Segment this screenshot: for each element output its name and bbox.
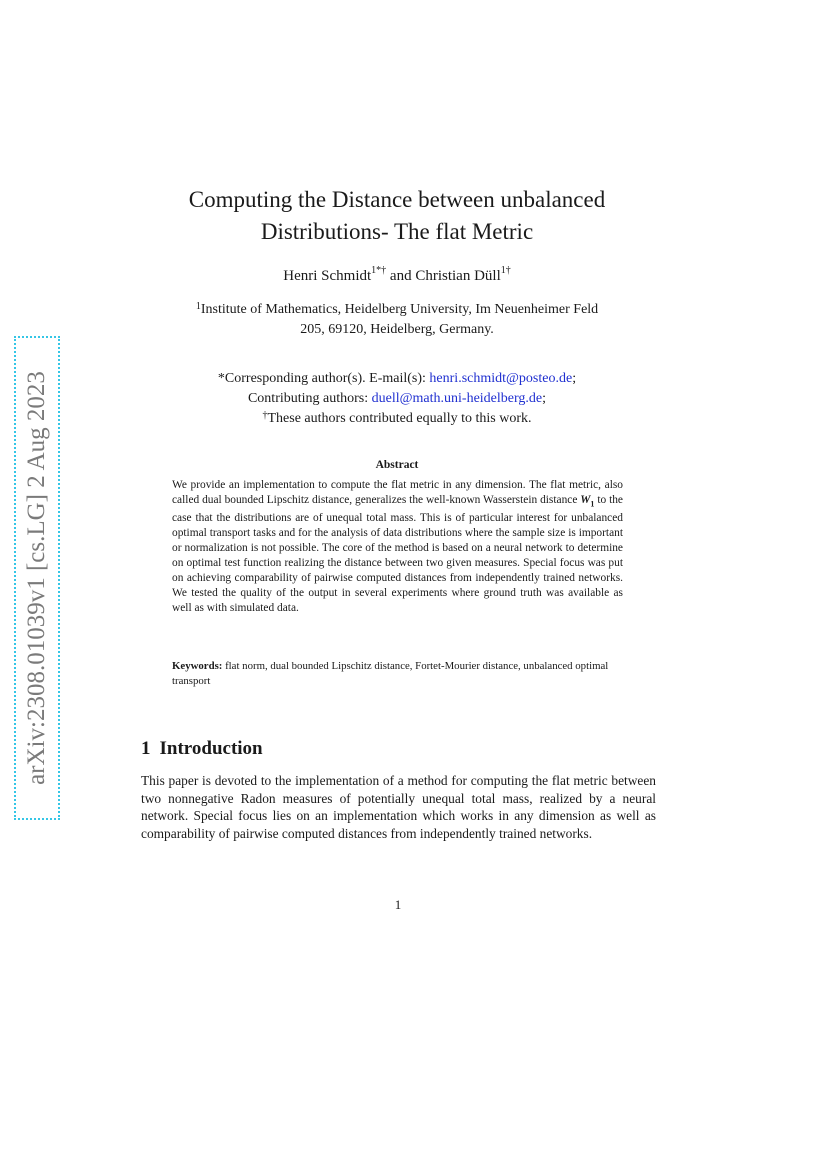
dagger-mark: † xyxy=(262,410,268,421)
section-number: 1 xyxy=(141,738,151,759)
punctuation: ; xyxy=(572,371,577,386)
title-line-2: Distributions- The flat Metric xyxy=(260,219,534,244)
arxiv-stamp xyxy=(14,336,60,820)
introduction-paragraph: This paper is devoted to the implementation of a method for computing the flat metric between two nonnegative Radon measures of potentially unequal total mass, realized by a neural network. Special focus lies on an implementation which works in any dimension as well as comparability of pairwise computed distances from independently trained networks. xyxy=(141,773,656,841)
corresponding-author-label: *Corresponding author(s). E-mail(s): xyxy=(217,371,430,386)
correspondence-block xyxy=(120,369,674,429)
corresponding-email-link[interactable]: henri.schmidt@posteo.de xyxy=(429,371,573,386)
author-name: Christian Düll xyxy=(415,268,501,284)
paper-title xyxy=(120,184,674,248)
title-line-1: Computing the Distance between unbalanced xyxy=(188,187,606,212)
contributing-email-link[interactable]: duell@math.uni-heidelberg.de xyxy=(371,391,543,406)
keywords-text: flat norm, dual bounded Lipschitz distance, Fortet-Mourier distance, unbalanced optimal transport xyxy=(172,660,609,687)
equal-contribution-text: These authors contributed equally to this work. xyxy=(267,411,532,426)
abstract-text xyxy=(172,478,623,616)
affiliation-line-1: Institute of Mathematics, Heidelberg University, Im Neuenheimer Feld xyxy=(200,302,599,317)
page-number: 1 xyxy=(394,897,402,912)
equal-contribution-note xyxy=(120,409,674,429)
abstract-heading: Abstract xyxy=(375,459,419,471)
affiliation-line-2: 205, 69120, Heidelberg, Germany. xyxy=(300,322,494,337)
author-affiliation-mark: 1*† xyxy=(371,265,387,276)
contributing-authors-line xyxy=(120,389,674,409)
keywords xyxy=(172,659,623,689)
abstract-part-2: to the case that the distributions are of unequal total mass. This is of particular interest for unbalanced optimal transport tasks and for the analysis of data distributions where the sample size is important or normalization is not possible. The core of the method is based on a neural network to determine on optimal test function realizing the distance between two given measures. Special focus was put on achieving comparability of pairwise computed distances from independently trained networks. We tested the quality of the output in several experiments where ground truth was available as well as with simulated data. xyxy=(172,494,623,615)
author-conjunction: and xyxy=(386,268,416,284)
affiliation xyxy=(120,300,674,340)
keywords-label: Keywords: xyxy=(172,660,223,672)
punctuation: ; xyxy=(542,391,547,406)
section-heading xyxy=(141,738,263,760)
author-name: Henri Schmidt xyxy=(283,268,372,284)
author-list xyxy=(120,265,674,285)
wasserstein-subscript: 1 xyxy=(590,499,595,509)
wasserstein-symbol: W xyxy=(580,494,591,506)
corresponding-author-line xyxy=(120,369,674,389)
abstract-part-1: We provide an implementation to compute the flat metric in any dimension. The flat metric, also called dual bounded Lipschitz distance, generalizes the well-known Wasserstein distance xyxy=(172,479,623,506)
arxiv-identifier: arXiv:2308.01039v1 [cs.LG] 2 Aug 2023 xyxy=(23,371,50,785)
author-affiliation-mark: 1† xyxy=(500,265,511,276)
section-title: Introduction xyxy=(159,738,263,759)
affiliation-mark: 1 xyxy=(195,301,201,312)
contributing-authors-label: Contributing authors: xyxy=(247,391,372,406)
